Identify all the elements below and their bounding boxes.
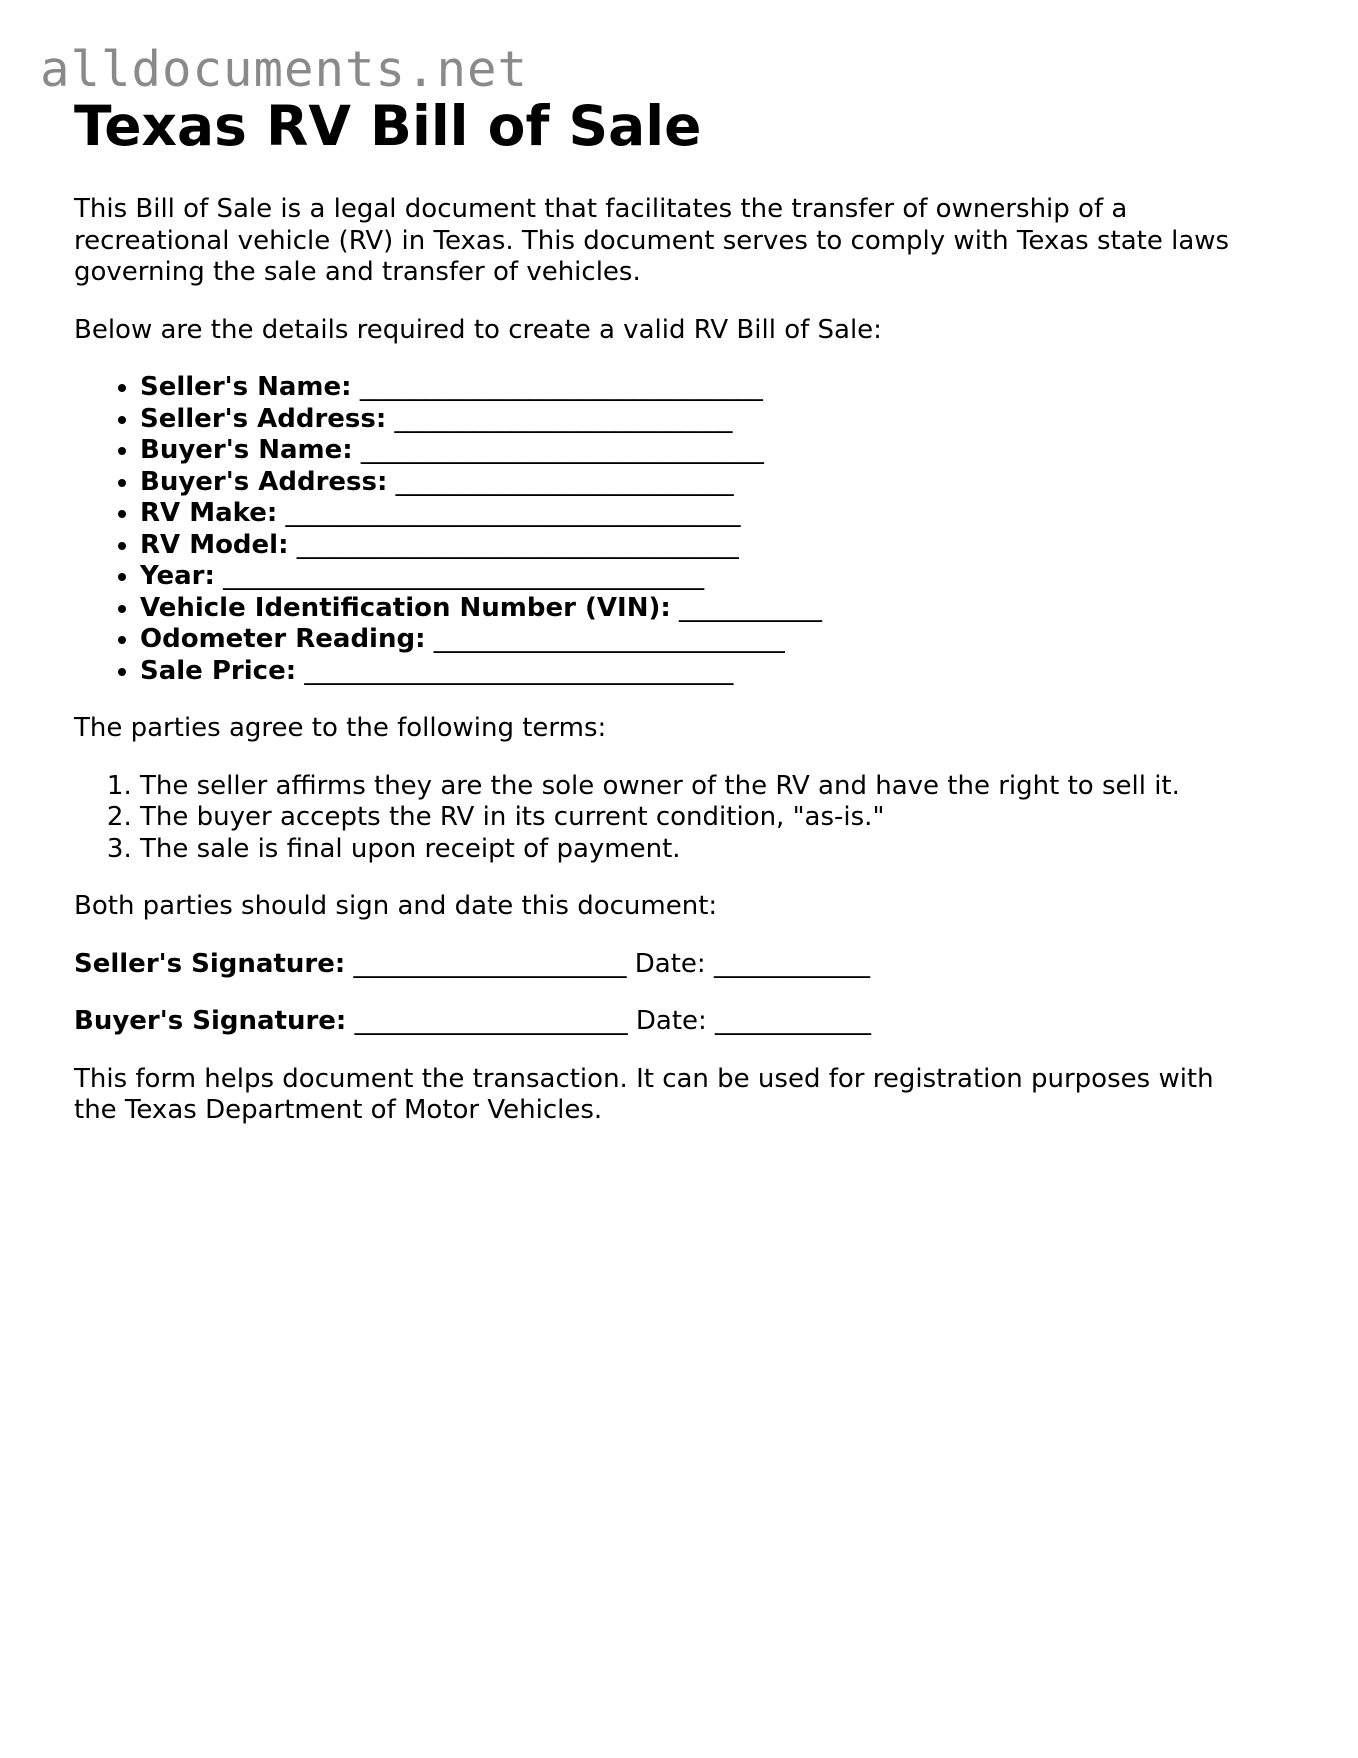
field-label: Vehicle Identification Number (VIN): [140,592,671,623]
field-label: Buyer's Name: [140,435,353,465]
terms-list [74,771,1294,866]
field-blank: _________________________________ [304,655,734,686]
sign-intro: Both parties should sign and date this document: [74,891,718,921]
document-title: Texas RV Bill of Sale [74,94,702,158]
date-label: Date: [634,948,706,979]
field-item [140,561,1294,593]
field-item [140,372,1294,404]
date-blank: ____________ [713,948,870,979]
field-item [140,435,1294,467]
signature-label: Buyer's Signature: [74,1006,347,1036]
footer-paragraph: This form helps document the transaction. It can be used for registration purposes with the Texas Department of Motor Vehicles. [74,1063,1214,1125]
field-label: Year: [140,561,215,591]
signature-blank: _____________________ [353,948,627,979]
field-blank: _______________________________ [360,435,764,465]
field-item [140,530,1294,562]
field-label: Odometer Reading: [140,624,426,654]
field-blank: _______________________________ [359,372,763,402]
field-label: Buyer's Address: [140,466,388,497]
details-intro: Below are the details required to create a valid RV Bill of Sale: [74,314,882,345]
date-blank: ____________ [715,1006,872,1036]
field-blank: __________________________ [394,403,733,434]
signature-label: Seller's Signature: [74,948,346,979]
field-label: Sale Price: [140,655,297,686]
signature-blank: _____________________ [354,1006,628,1036]
field-blank: _____________________________________ [223,561,705,591]
field-label: Seller's Address: [140,403,387,434]
field-blank: ___________________________ [433,624,785,654]
intro-paragraph: This Bill of Sale is a legal document that facilitates the transfer of ownership of a recreational vehicle (RV) in Texas. This document serves to comply with Texas state laws governing the sale and transfer of vehicles. [74,194,1230,287]
field-label: RV Make: [140,498,278,528]
term-item: 1. The seller affirms they are the sole owner of the RV and have the right to sell it. [140,771,1294,803]
buyer-signature-line [74,1006,1294,1038]
watermark: alldocuments.net [40,41,529,98]
field-label: Seller's Name: [140,372,352,402]
field-item [140,593,1294,625]
field-label: RV Model: [140,529,289,560]
term-item: 3. The sale is final upon receipt of payment. [140,834,1294,866]
field-item [140,404,1294,436]
field-item [140,467,1294,499]
field-item [140,624,1294,656]
term-item: 2. The buyer accepts the RV in its current condition, "as-is." [140,802,1294,834]
date-label: Date: [635,1006,707,1036]
field-blank: __________________________________ [296,529,739,560]
field-item [140,498,1294,530]
terms-intro: The parties agree to the following terms: [74,713,607,743]
field-blank: ___________________________________ [285,498,741,528]
field-blank: ___________ [679,592,822,623]
field-blank: __________________________ [395,466,734,497]
document-page [74,92,1294,1127]
field-list [74,372,1294,687]
field-item [140,656,1294,688]
seller-signature-line [74,949,1294,981]
